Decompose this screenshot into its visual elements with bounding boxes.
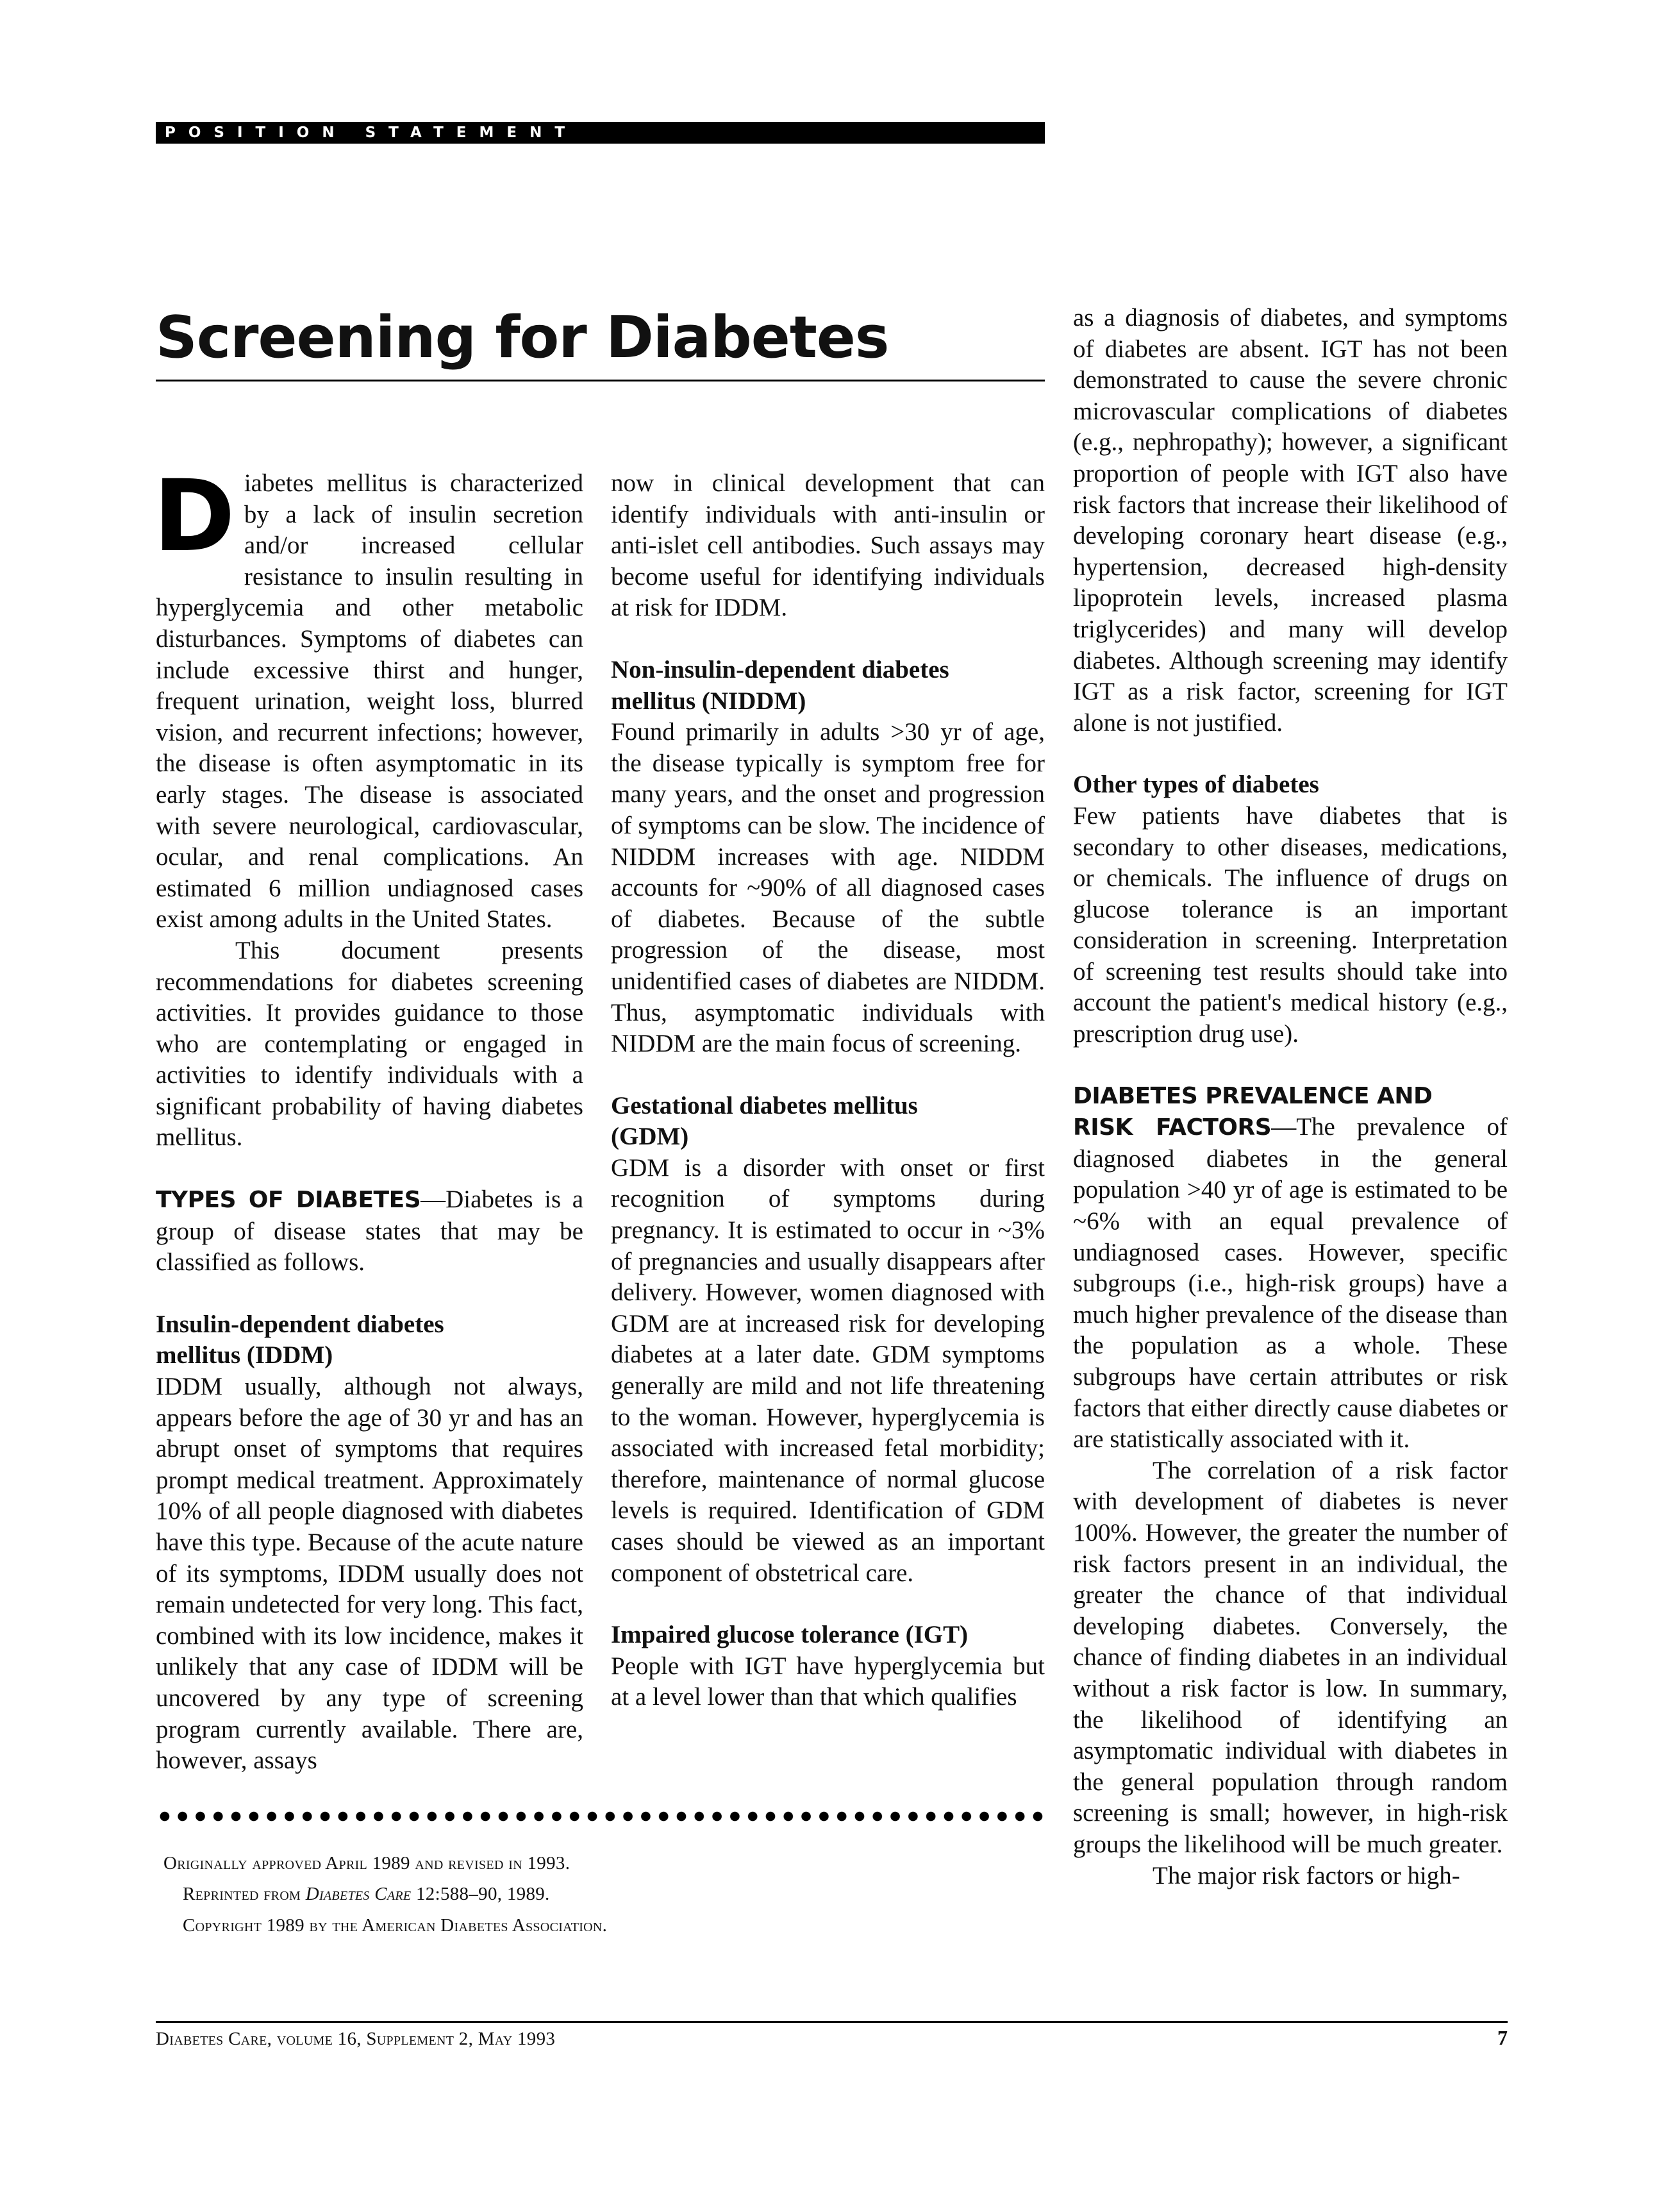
prevalence-paragraph [1073,1112,1508,1455]
correlation-paragraph: The correlation of a risk factor with development of diabetes is never 100%. However, the greater the number of risk factors present in an individual, the greater the chance of that individual developing diabetes. Conversely, the chance of finding diabetes in an individual without a risk factor is low. In summary, the likelihood of identifying an asymptomatic individual with diabetes in the general population through random screening is small; however, in high-risk groups the likelihood will be much greater. [1073,1456,1508,1858]
types-paragraph [156,1184,583,1278]
niddm-heading-line-1: Non-insulin-dependent diabetes [611,655,949,683]
igt-continuation: as a diagnosis of diabetes, and symptoms of diabetes are absent. IGT has not been demonstrated to cause the severe chronic microvascular complications of diabetes (e.g., nephropathy); however, a significant proportion of people with IGT also have risk factors that increase their likelihood of developing coronary heart disease (e.g., hypertension, decreased high-density lipoprotein levels, increased plasma triglycerides) and many will develop diabetes. Although screening may identify IGT as a risk factor, screening for IGT alone is not justified. [1073,304,1508,737]
reprint-note [183,1882,550,1906]
major-risk-paragraph: The major risk factors or high- [1153,1861,1460,1889]
igt-heading: Impaired glucose tolerance (IGT) [611,1621,969,1649]
niddm-paragraph: Found primarily in adults >30 yr of age, the disease typically is symptom free for many years, and the onset and progression of symptoms can be slow. The incidence of NIDDM increases with age. NIDDM accounts for ~90% of all diagnosed cases of diabetes. Because of the subtle progression of the disease, most unidentified cases of diabetes are NIDDM. Thus, asymptomatic individuals with NIDDM are the main focus of screening. [611,718,1045,1058]
title-rule [156,380,1045,381]
intro-text: iabetes mellitus is characterized by a lack of insulin secretion and/or increased cellular resistance to insulin resulting in hyperglycemia and other metabolic disturbances. Symptoms of diabetes can include excessive thirst and hunger, frequent urination, weight loss, blurred vision, and recurrent infections; however, the disease is often asymptomatic in its early stages. The disease is associated with severe neurological, cardiovascular, ocular, and renal complications. An estimated 6 million undiagnosed cases exist among adults in the United States. [156,469,583,934]
iddm-paragraph: IDDM usually, although not always, appears before the age of 30 yr and has an abrupt onset of symptoms that requires prompt medical treatment. Approximately 10% of all people diagnosed with diabetes have this type. Because of the acute nature of its symptoms, IDDM usually does not remain undetected for very long. This fact, combined with its low incidence, makes it unlikely that any case of IDDM will be uncovered by any type of screening program currently available. There are, however, assays [156,1373,583,1775]
page-number: 7 [1497,2026,1508,2049]
iddm-heading [156,1309,583,1371]
copyright-note: Copyright 1989 by the American Diabetes Association. [183,1915,608,1936]
prevalence-heading: DIABETES PREVALENCE AND [1073,1082,1433,1109]
purpose-paragraph: This document presents recommendations for diabetes screening activities. It provides guidance to those who are contemplating or engaged in activities to identify individuals with a significant probability of having diabetes mellitus. [156,936,583,1152]
types-text: —Diabetes is a group of disease states that may be classified as follows. [156,1186,583,1277]
prevalence-text: —The prevalence of diagnosed diabetes in the general population >40 yr of age is estimated to be ~6% with an equal prevalence of undiagnosed cases. However, specific subgroups (i.e., high-risk groups) have a much higher prevalence of the disease than the population as a whole. These subgroups have certain attributes or risk factors that either directly cause diabetes or are statistically associated with it. [1073,1113,1508,1454]
gdm-heading-line-1: Gestational diabetes mellitus [611,1091,918,1119]
reprint-journal: Diabetes Care [305,1884,412,1904]
column-3 [1073,303,1508,1891]
section-banner [156,122,1045,144]
column-1 [153,459,583,1777]
article-title: Screening for Diabetes [156,304,889,371]
journal-citation: Diabetes Care, volume 16, Supplement 2, May 1993 [156,2029,556,2049]
reprint-prefix: Reprinted from [183,1884,306,1904]
drop-cap: D [153,459,235,574]
reprint-suffix: 12:588–90, 1989. [411,1884,550,1904]
footer-rule [156,2021,1508,2023]
column-2 [611,468,1045,1713]
igt-paragraph: People with IGT have hyperglycemia but at a level lower than that which qualifies [611,1652,1045,1711]
gdm-paragraph: GDM is a disorder with onset or first recognition of symptoms during pregnancy. It is estimated to occur in ~3% of pregnancies and usually disappears after delivery. However, women diagnosed with GDM are at increased risk for developing diabetes at a later date. GDM symptoms generally are mild and not life threatening to the woman. However, hyperglycemia is associated with increased fetal morbidity; therefore, maintenance of normal glucose levels is required. Identification of GDM cases should be viewed as an important component of obstetrical care. [611,1153,1045,1587]
niddm-heading [611,655,1045,717]
other-types-paragraph: Few patients have diabetes that is secondary to other diseases, medications, or chemicals. The influence of drugs on glucose tolerance is an important consideration in screening. Interpretation of screening test results should take into account the patient's medical history (e.g., prescription drug use). [1073,801,1508,1048]
dotted-separator [156,1809,1045,1823]
iddm-heading-line-2: mellitus (IDDM) [156,1341,333,1370]
niddm-heading-line-2: mellitus (NIDDM) [611,687,806,715]
intro-paragraph [153,459,583,935]
iddm-continuation: now in clinical development that can identify individuals with anti-insulin or anti-islet cell antibodies. Such assays may become useful for identifying individuals at risk for IDDM. [611,469,1045,622]
banner-text: POSITION STATEMENT [165,124,578,141]
risk-factors-heading: RISK FACTORS [1073,1114,1272,1141]
gdm-heading-line-2: (GDM) [611,1123,689,1151]
approval-note: Originally approved April 1989 and revised in 1993. [163,1853,570,1873]
gdm-heading [611,1091,1045,1153]
other-types-heading: Other types of diabetes [1073,771,1319,799]
iddm-heading-line-1: Insulin-dependent diabetes [156,1310,444,1338]
types-heading: TYPES OF DIABETES [156,1187,421,1214]
